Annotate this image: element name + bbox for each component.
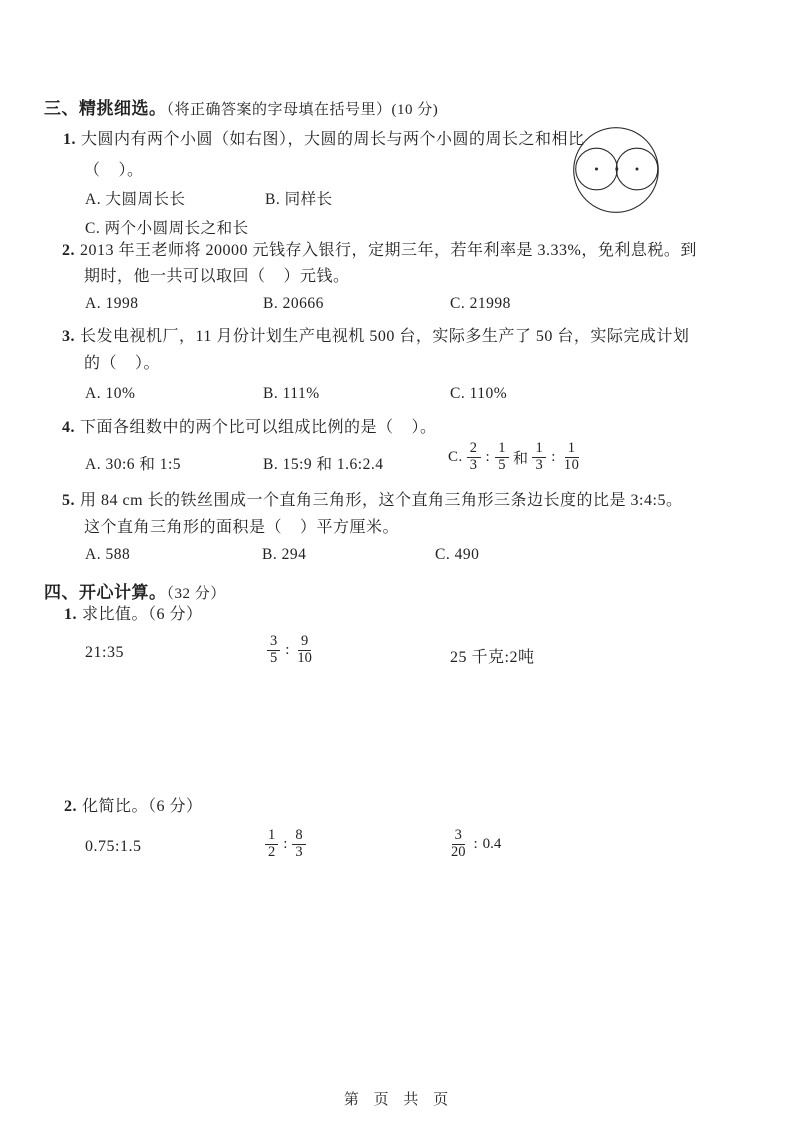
calc-1-item-3: 25 千克:2吨 (450, 649, 535, 666)
calc-1-number: 1. (64, 606, 77, 623)
question-3-line-1 (62, 328, 689, 346)
section-4-title: 四、开心计算。 (44, 583, 167, 602)
fraction: $\frac{8}{3}$ (292, 828, 305, 860)
ratio-colon: : (473, 835, 478, 852)
calc-2-item-2 (265, 828, 306, 860)
calc-1-heading (64, 606, 203, 624)
question-1-option-b: B. 同样长 (265, 191, 333, 208)
calc-1-item-1: 21:35 (85, 644, 124, 661)
question-5-line-2: 这个直角三角形的面积是（ ）平方厘米。 (84, 519, 400, 536)
ratio-colon: : (485, 448, 491, 465)
circles-figure (571, 126, 661, 216)
fraction: $\frac{9}{10}$ (297, 633, 312, 666)
question-3-line-2: 的（ ）。 (84, 355, 161, 372)
section-3-title: 三、精挑细选。 (44, 99, 167, 118)
section-3-heading (44, 94, 438, 119)
calc-2-label: 化简比。（6 分） (82, 798, 203, 815)
question-2-option-a: A. 1998 (85, 295, 139, 312)
question-2-text: 2013 年王老师将 20000 元钱存入银行，定期三年，若年利率是 3.33%，免利息税。到 (80, 242, 697, 259)
ratio-colon: : (283, 835, 288, 852)
question-4-option-a: A. 30:6 和 1:5 (85, 456, 182, 473)
question-3-number: 3. (62, 328, 75, 345)
page-footer: 第 页 共 页 (343, 1092, 450, 1108)
calc-2-item-1: 0.75:1.5 (85, 838, 142, 855)
and-text: 和 (512, 450, 529, 467)
section-3-note: （将正确答案的字母填在括号里）(10 分) (166, 102, 439, 118)
section-4-note: （32 分） (166, 586, 226, 602)
question-2-option-b: B. 20666 (263, 295, 324, 312)
ratio-colon: : (285, 641, 290, 658)
question-4-number: 4. (62, 419, 75, 436)
question-4-option-b: B. 15:9 和 1.6:2.4 (263, 456, 384, 473)
section-4-heading (44, 578, 226, 603)
question-1-line-1 (63, 131, 585, 149)
option-c-label: C. (448, 448, 463, 465)
question-2-number: 2. (62, 242, 75, 259)
question-3-option-c: C. 110% (450, 385, 508, 402)
question-1-option-a: A. 大圆周长长 (85, 191, 186, 208)
calc-1-item-2 (267, 634, 315, 666)
calc-2-heading (64, 798, 203, 816)
question-1-option-c: C. 两个小圆周长之和长 (85, 220, 249, 237)
ratio-colon: : (551, 448, 556, 465)
calc-2-item-3 (448, 828, 501, 860)
question-4-text: 下面各组数中的两个比可以组成比例的是（ ）。 (80, 419, 437, 436)
fraction: $\frac{1}{2}$ (265, 828, 278, 860)
fraction: $\frac{1}{3}$ (532, 441, 546, 473)
question-2-line-1 (62, 242, 697, 260)
question-1-text: 大圆内有两个小圆（如右图），大圆的周长与两个小圆的周长之和相比 (81, 131, 585, 148)
fraction: $\frac{3}{5}$ (267, 634, 280, 666)
question-3-option-a: A. 10% (85, 385, 136, 402)
question-4-option-c (448, 441, 582, 473)
fraction: $\frac{1}{5}$ (495, 441, 509, 473)
question-4-line-1 (62, 419, 437, 437)
fraction: $\frac{2}{3}$ (467, 441, 481, 473)
question-5-option-c: C. 490 (435, 546, 480, 563)
question-5-option-a: A. 588 (85, 546, 131, 563)
question-2-line-2: 期时，他一共可以取回（ ）元钱。 (84, 268, 350, 285)
question-5-number: 5. (62, 492, 75, 509)
question-1-number: 1. (63, 131, 76, 148)
question-5-text: 用 84 cm 长的铁丝围成一个直角三角形，这个直角三角形三条边长度的比是 3:4:5。 (80, 492, 683, 509)
fraction: $\frac{3}{20}$ (451, 827, 466, 860)
question-3-option-b: B. 111% (263, 385, 320, 402)
calc-2-number: 2. (64, 798, 77, 815)
calc-1-label: 求比值。（6 分） (82, 606, 203, 623)
question-2-option-c: C. 21998 (450, 295, 511, 312)
question-3-text: 长发电视机厂，11 月份计划生产电视机 500 台，实际多生产了 50 台，实际完成计划 (80, 328, 690, 345)
decimal-value: 0.4 (482, 835, 502, 852)
question-5-line-1 (62, 492, 682, 510)
fraction: $\frac{1}{10}$ (563, 440, 580, 473)
question-5-option-b: B. 294 (262, 546, 307, 563)
question-1-line-2: （ ）。 (84, 162, 144, 179)
